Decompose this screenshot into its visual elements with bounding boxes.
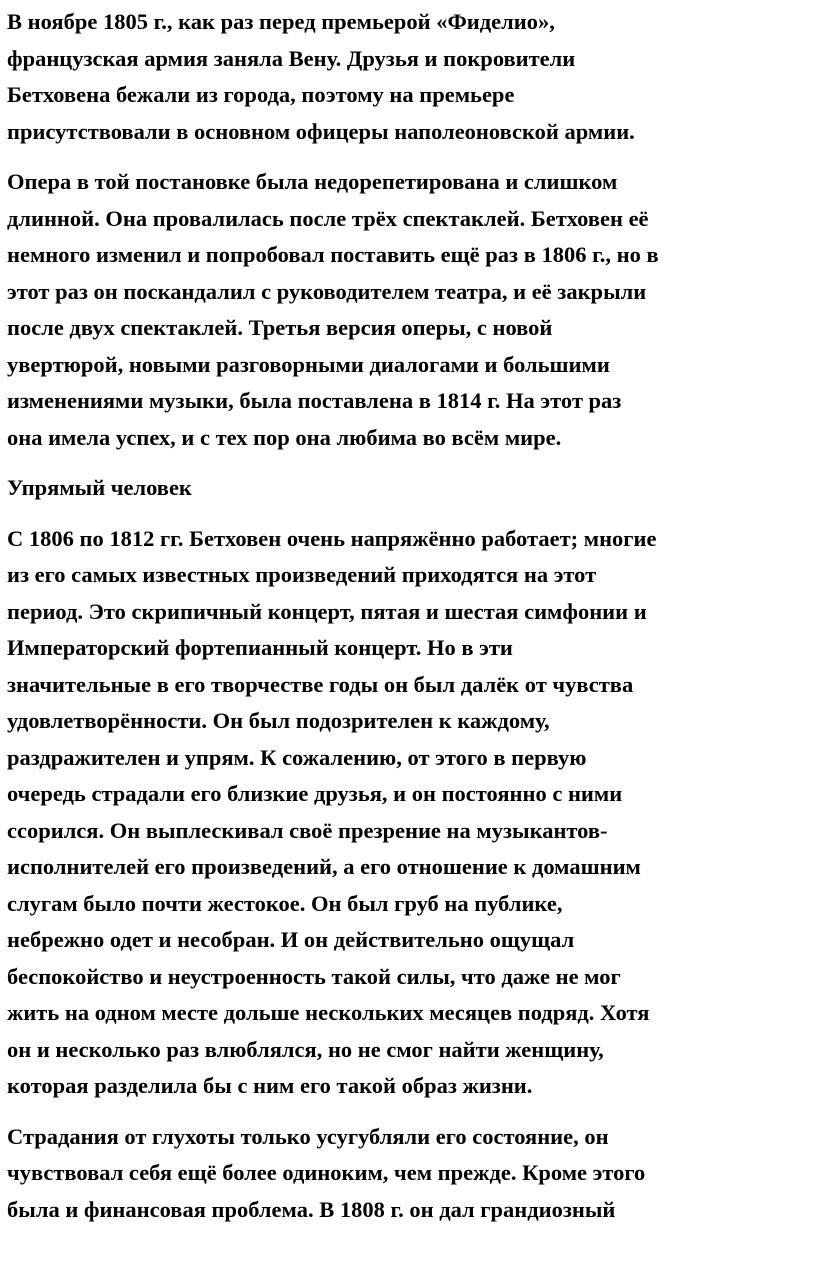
text-line: удовлетворённости. Он был подозрителен к каждому, (7, 708, 550, 733)
text-line: ссорился. Он выплескивал своё презрение на музыкантов- (7, 817, 608, 843)
paragraph-deafness (7, 1119, 816, 1229)
text-line: период. Это скрипичный концерт, пятая и шестая симфонии и (7, 598, 647, 624)
text-line: С 1806 по 1812 гг. Бетховен очень напряжённо работает; многие (7, 525, 657, 551)
text-line: Страдания от глухоты только усугубляли его состояние, он (7, 1123, 609, 1149)
text-line: Опера в той постановке была недорепетирована и слишком (7, 169, 618, 194)
text-line: В ноябре 1805 г., как раз перед премьерой «Фиделио», (7, 9, 555, 34)
text-line: она имела успех, и с тех пор она любима во всём мире. (7, 424, 562, 450)
text-line: раздражителен и упрям. К сожалению, от этого в первую (7, 744, 587, 770)
text-line: после двух спектаклей. Третья версия оперы, с новой (7, 315, 553, 340)
text-line: присутствовали в основном офицеры наполеоновской армии. (7, 118, 635, 144)
text-line: небрежно одет и несобран. И он действительно ощущал (7, 927, 575, 952)
section-heading (7, 470, 816, 507)
text-line: слугам было почти жестокое. Он был груб на публике, (7, 890, 563, 916)
section-heading-text: Упрямый человек (7, 475, 192, 500)
text-line: этот раз он поскандалил с руководителем театра, и её закрыли (7, 278, 647, 304)
text-line: значительные в его творчестве годы он был далёк от чувства (7, 671, 634, 697)
text-line: французская армия заняла Вену. Друзья и покровители (7, 45, 576, 71)
text-line: была и финансовая проблема. В 1808 г. он дал грандиозный (7, 1196, 616, 1222)
text-line: жить на одном месте дольше нескольких месяцев подряд. Хотя (7, 1000, 650, 1025)
paragraph-fidelio-premiere (7, 4, 816, 150)
paragraph-stubborn-man (7, 521, 816, 1105)
text-line: он и несколько раз влюблялся, но не смог найти женщину, (7, 1036, 604, 1062)
text-line: из его самых известных произведений приходятся на этот (7, 562, 597, 587)
text-line: очередь страдали его близкие друзья, и он постоянно с ними (7, 781, 623, 806)
text-line: Императорский фортепианный концерт. Но в эти (7, 635, 513, 660)
text-line: немного изменил и попробовал поставить ещё раз в 1806 г., но в (7, 242, 659, 267)
paragraph-opera-versions (7, 164, 816, 456)
text-line: увертюрой, новыми разговорными диалогами и большими (7, 351, 610, 377)
text-line: исполнителей его произведений, а его отношение к домашним (7, 854, 641, 879)
text-line: длинной. Она провалилась после трёх спектаклей. Бетховен её (7, 205, 649, 231)
text-line: изменениями музыки, была поставлена в 1814 г. На этот раз (7, 388, 622, 413)
text-line: которая разделила бы с ним его такой образ жизни. (7, 1073, 533, 1098)
text-line: чувствовал себя ещё более одиноким, чем прежде. Кроме этого (7, 1160, 646, 1185)
text-line: Бетховена бежали из города, поэтому на премьере (7, 82, 515, 107)
text-line: беспокойство и неустроенность такой силы, что даже не мог (7, 963, 621, 989)
